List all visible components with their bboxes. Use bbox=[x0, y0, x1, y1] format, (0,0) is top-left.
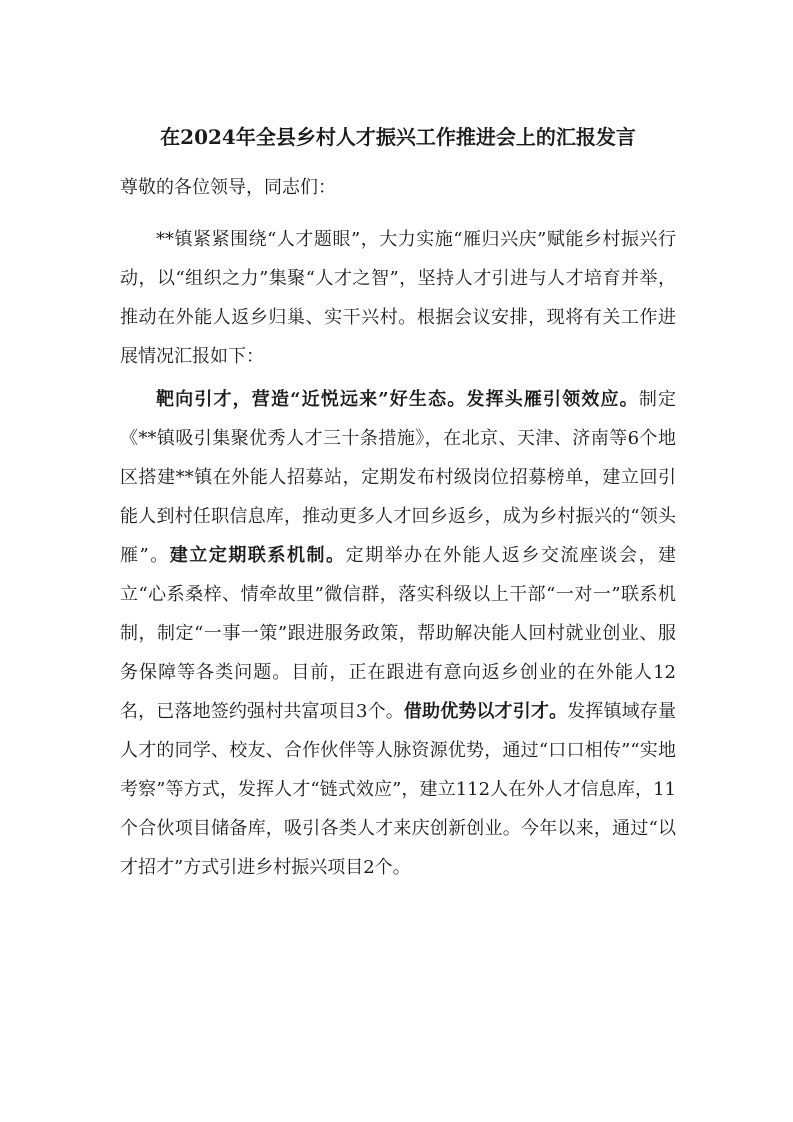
point1-title: 发挥头雁引领效应。 bbox=[466, 389, 639, 410]
point3-title: 借助优势以才引才。 bbox=[403, 701, 568, 722]
intro-paragraph: **镇紧紧围绕“人才题眼”，大力实施“雁归兴庆”赋能乡村振兴行动，以“组织之力”集聚“人才之智”，坚持人才引进与人才培育并举，推动在外能人返乡归巢、实干兴村。根据会议安排，现将有关工作进展情况汇报如下： bbox=[120, 229, 676, 367]
point2-text: 定期举办在外能人返乡交流座谈会，建立“心系桑梓、情牵故里”微信群，落实科级以上干部“一对一”联系机制，制定“一事一策”跟进服务政策，帮助解决能人回村就业创业、服务保障等各类问题。目前，正在跟进有意向返乡创业的在外能人12名，已落地签约强村共富项目3个。 bbox=[120, 545, 677, 722]
document-page bbox=[120, 118, 676, 891]
section1-paragraph bbox=[120, 380, 676, 887]
section1-heading: 靶向引才，营造“近悦远来”好生态。 bbox=[156, 389, 467, 410]
document-title: 在2024年全县乡村人才振兴工作推进会上的汇报发言 bbox=[160, 125, 636, 149]
point1-text: 制定《**镇吸引集聚优秀人才三十条措施》，在北京、天津、济南等6个地区搭建**镇在外能人招募站，定期发布村级岗位招募榜单，建立回引能人到村任职信息库，推动更多人才回乡返乡，成为乡村振兴的“领头雁”。 bbox=[120, 389, 677, 566]
point2-title: 建立定期联系机制。 bbox=[169, 545, 346, 566]
point3-text: 发挥镇域存量人才的同学、校友、合作伙伴等人脉资源优势，通过“口口相传”“实地考察”等方式，发挥人才“链式效应”，建立112人在外人才信息库，11个合伙项目储备库，吸引各类人才来庆创新创业。今年以来，通过“以才招才”方式引进乡村振兴项目2个。 bbox=[120, 701, 677, 878]
salutation: 尊敬的各位领导，同志们： bbox=[120, 177, 336, 198]
